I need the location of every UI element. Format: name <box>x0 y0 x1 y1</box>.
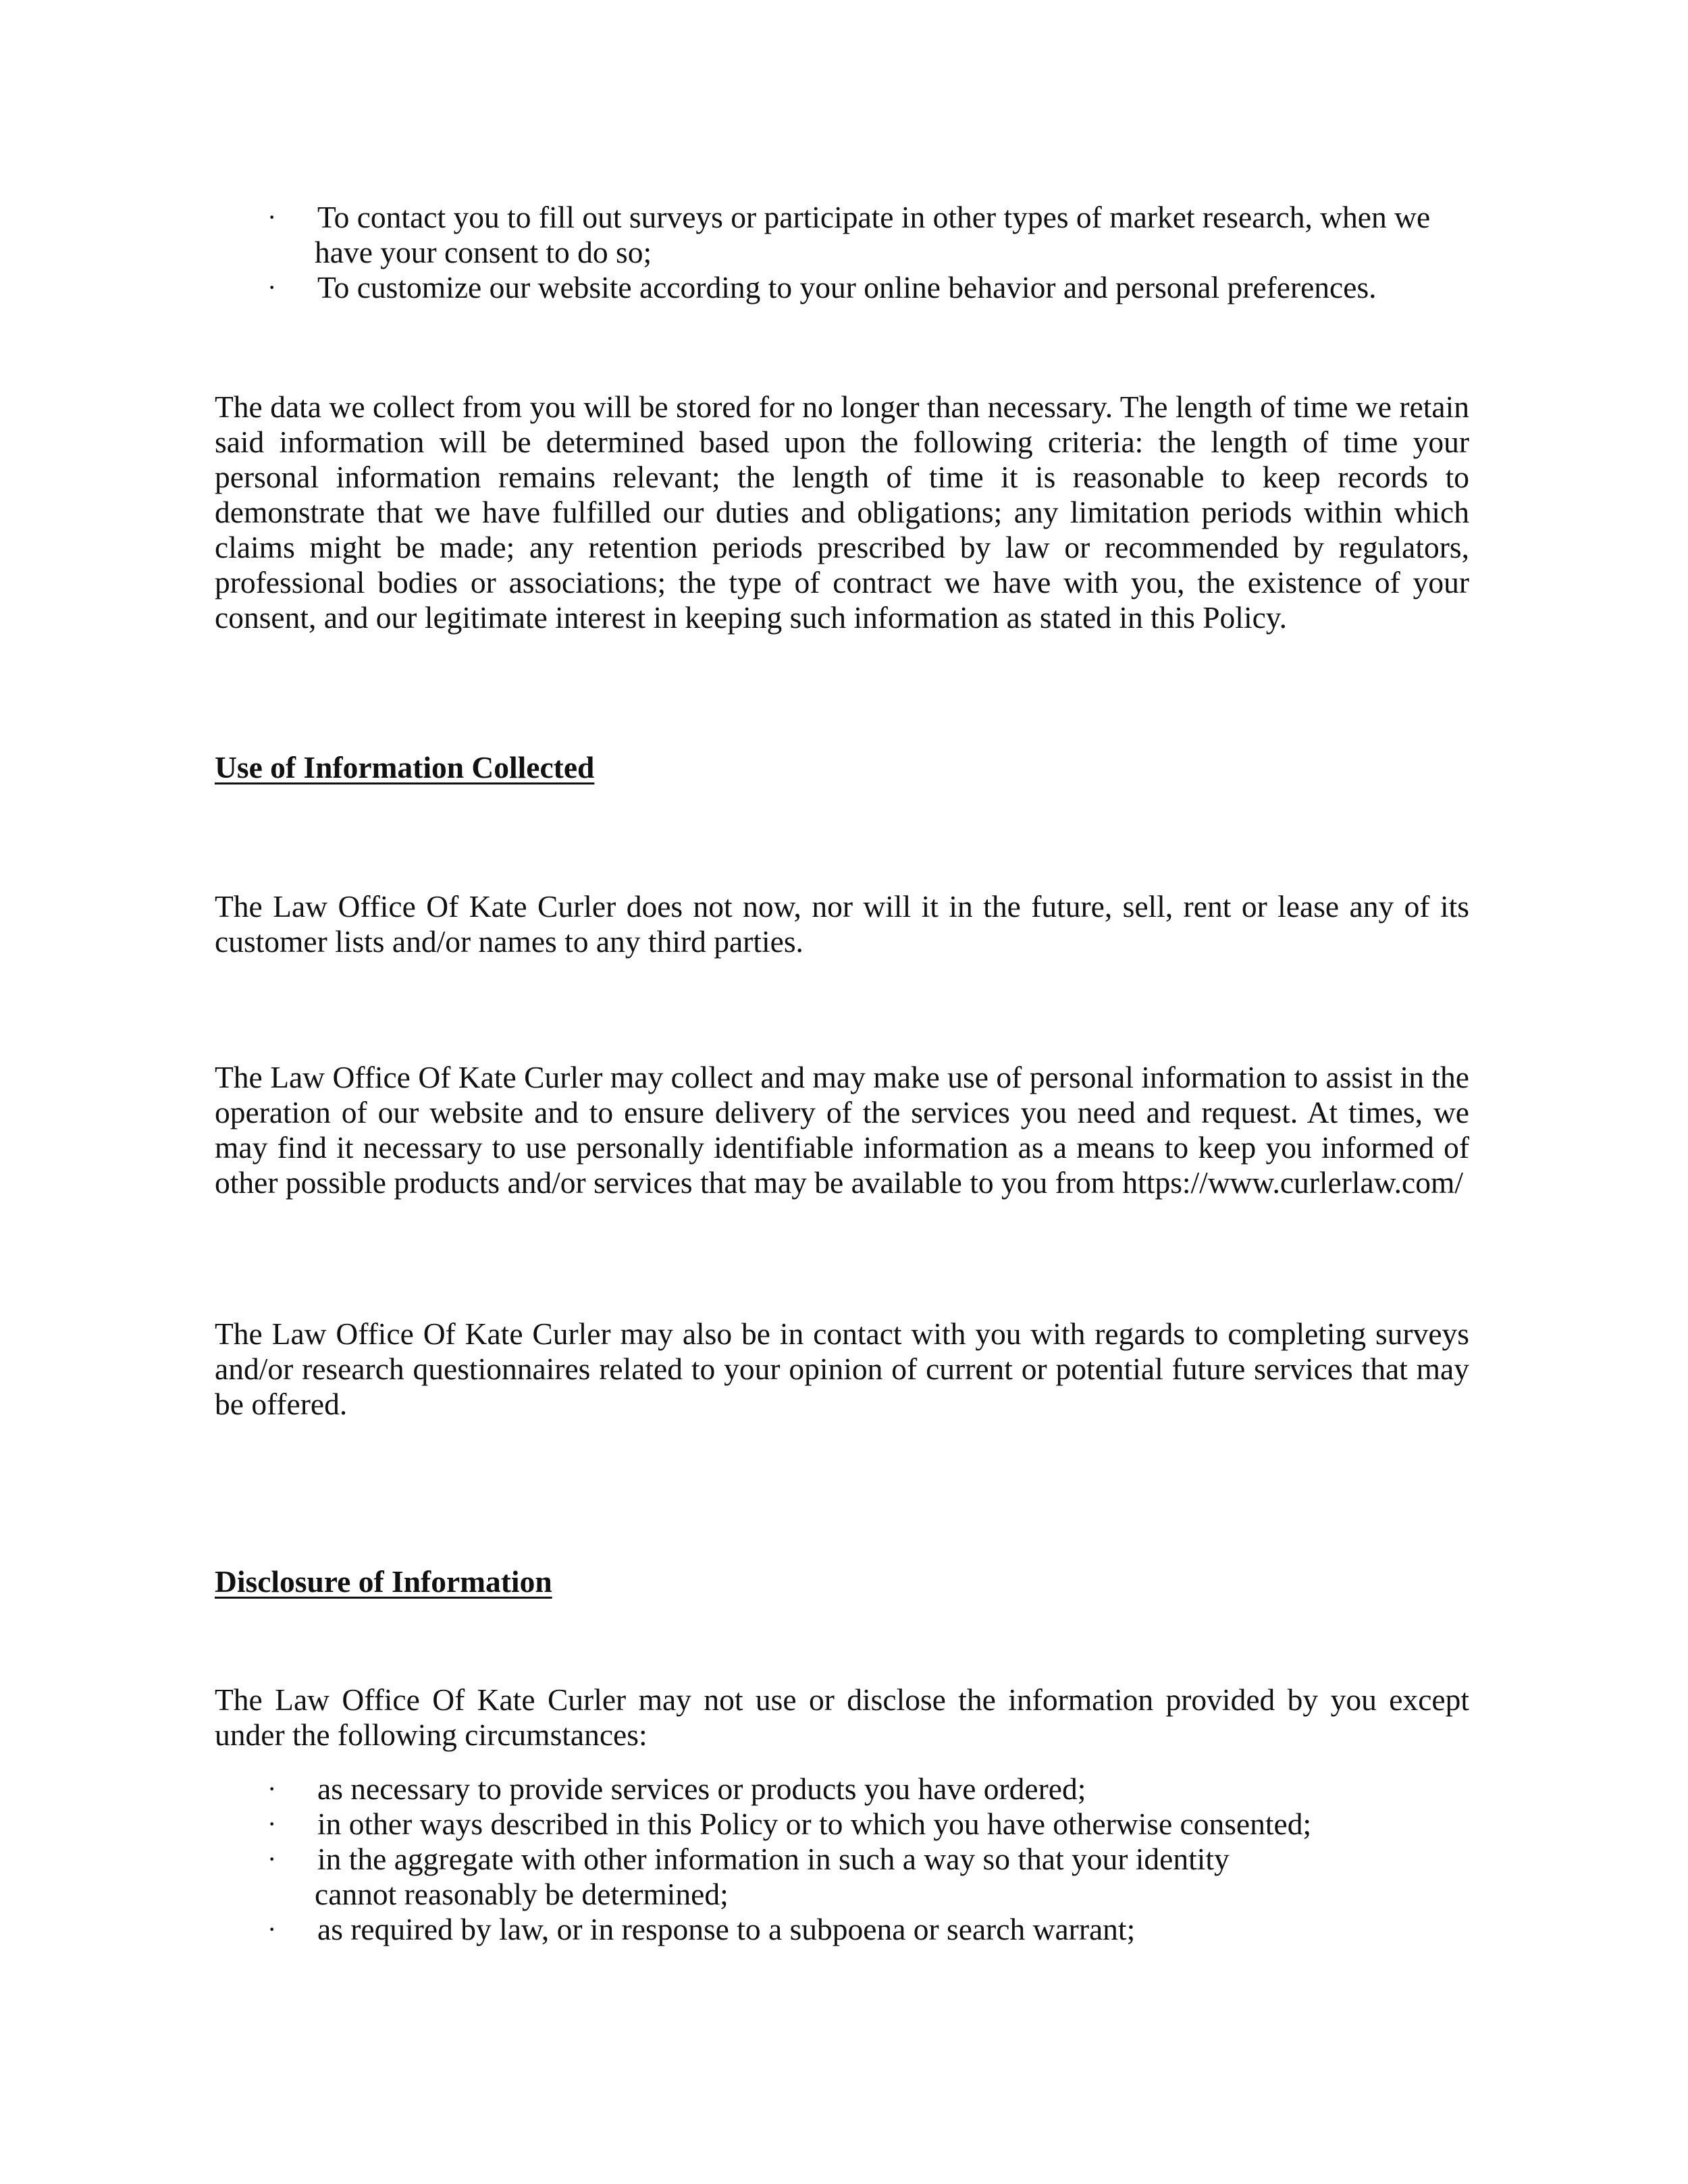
use-paragraph-no-sale: The Law Office Of Kate Curler does not now, nor will it in the future, sell, rent or lease any of its customer lists and/or names to any third parties. <box>215 889 1469 959</box>
disclosure-intro: The Law Office Of Kate Curler may not use or disclose the information provided by you except under the following circumstances: <box>215 1682 1469 1752</box>
list-item-text: To contact you to fill out surveys or participate in other types of market research, when we have your consent to do so; <box>315 200 1431 269</box>
list-item <box>215 200 1498 270</box>
list-item <box>215 1912 1469 1947</box>
list-item-text: as necessary to provide services or products you have ordered; <box>317 1772 1086 1806</box>
bullet-marker: · <box>267 1914 277 1944</box>
bullet-marker: · <box>267 1774 277 1804</box>
bullet-marker: · <box>267 1844 277 1874</box>
disclosure-section-heading: Disclosure of Information <box>215 1564 552 1599</box>
bullet-marker: · <box>267 1809 277 1839</box>
list-item <box>215 270 1498 305</box>
list-item-text: as required by law, or in response to a subpoena or search warrant; <box>317 1912 1136 1946</box>
top-bullet-list <box>215 200 1498 305</box>
use-section-heading: Use of Information Collected <box>215 750 595 784</box>
use-paragraph-personal-info: The Law Office Of Kate Curler may collect and may make use of personal information to assist in the operation of our website and to ensure delivery of the services you need and request. At times, we may find it necessary to use personally identifiable information as a means to keep you informed of other possible products and/or services that may be available to you from https://www.curlerlaw.com/ <box>215 1060 1469 1200</box>
list-item <box>215 1807 1469 1842</box>
list-item <box>215 1842 1469 1912</box>
retention-paragraph: The data we collect from you will be stored for no longer than necessary. The length of time we retain said information will be determined based upon the following criteria: the length of time your personal information remains relevant; the length of time it is reasonable to keep records to demonstrate that we have fulfilled our duties and obligations; any limitation periods within which claims might be made; any retention periods prescribed by law or recommended by regulators, professional bodies or associations; the type of contract we have with you, the existence of your consent, and our legitimate interest in keeping such information as stated in this Policy. <box>215 390 1469 635</box>
disclosure-bullet-list <box>215 1772 1469 1947</box>
bullet-marker: · <box>267 272 277 302</box>
list-item-text: in other ways described in this Policy or to which you have otherwise consented; <box>317 1807 1312 1841</box>
list-item-text: in the aggregate with other information in such a way so that your identity cannot reasonably be determined; <box>315 1842 1230 1911</box>
bullet-marker: · <box>267 202 277 232</box>
use-paragraph-surveys: The Law Office Of Kate Curler may also be in contact with you with regards to completing surveys and/or research questionnaires related to your opinion of current or potential future services that may be offered. <box>215 1316 1469 1421</box>
list-item <box>215 1772 1469 1807</box>
list-item-text: To customize our website according to your online behavior and personal preferences. <box>317 270 1377 304</box>
